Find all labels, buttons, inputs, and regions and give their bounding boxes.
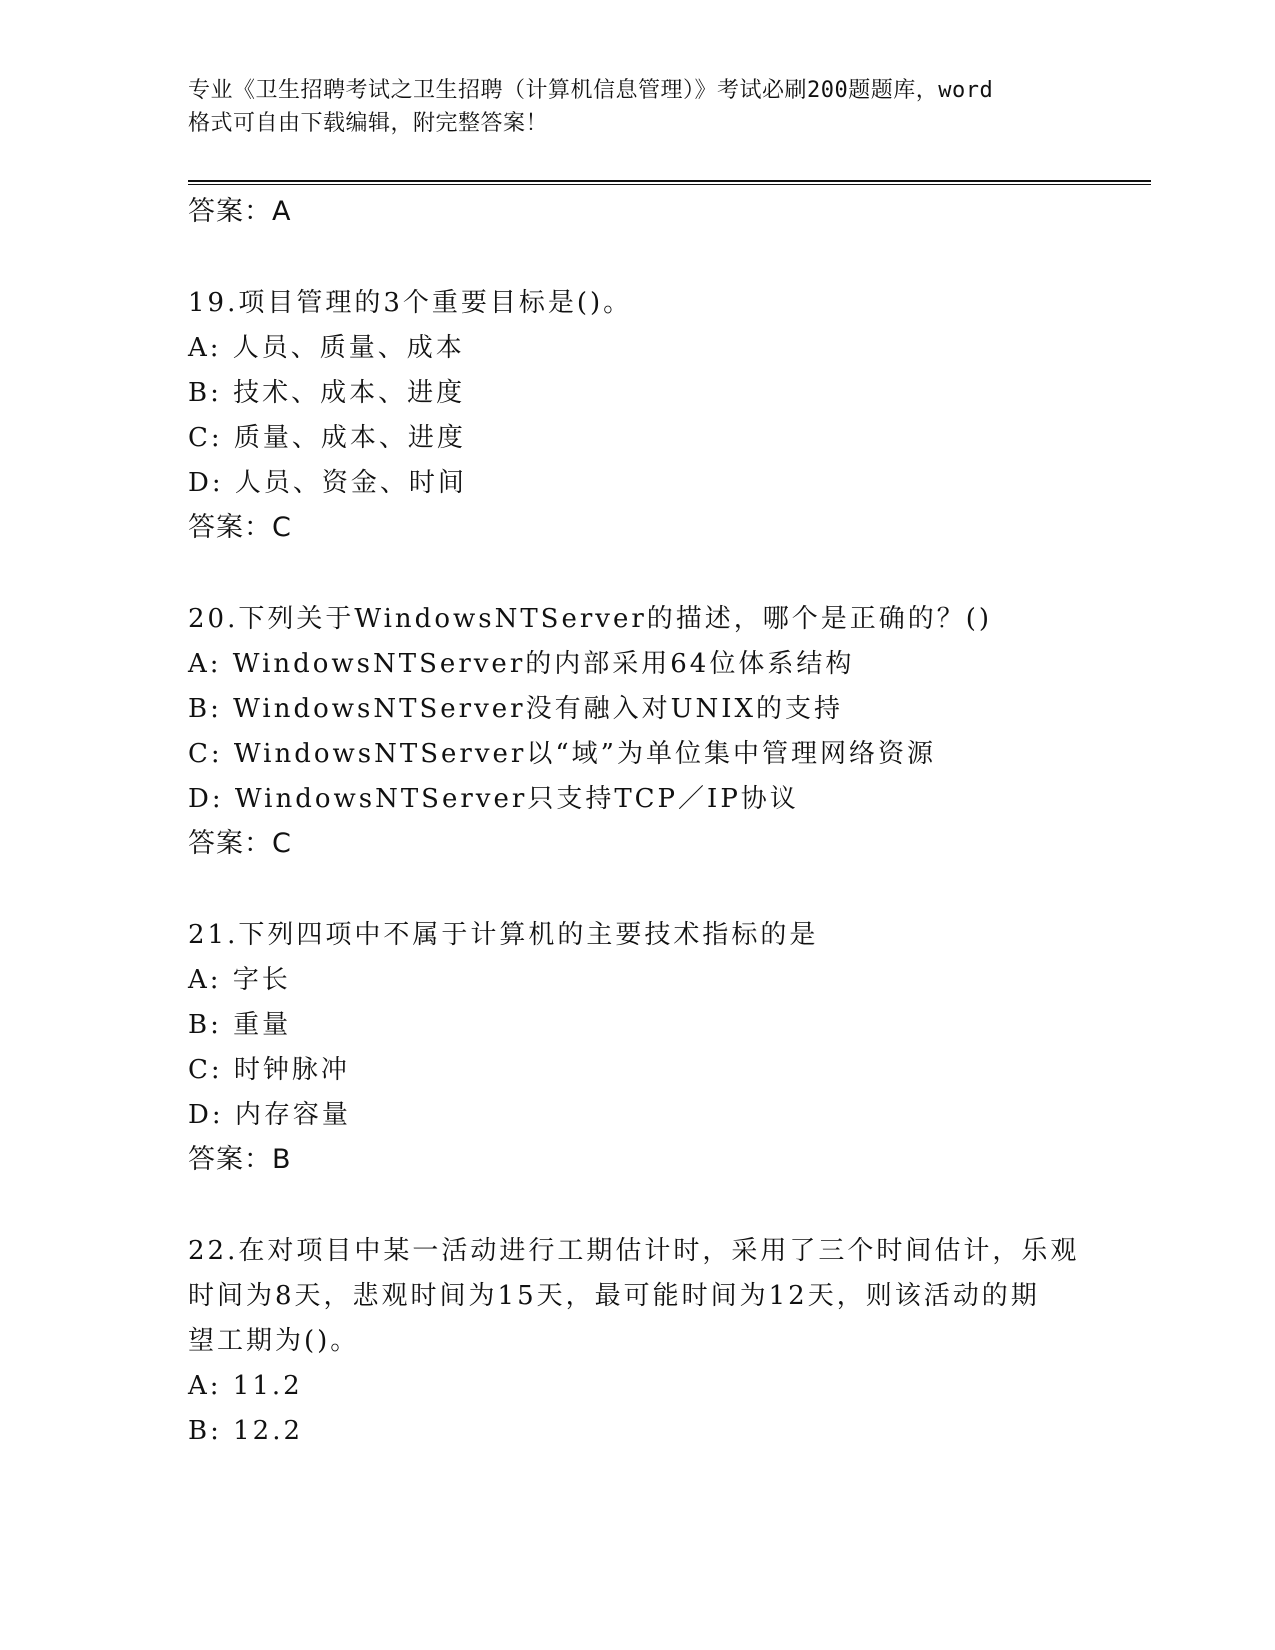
option-b: B: 12.2 — [188, 1416, 304, 1446]
option-a: A: 11.2 — [188, 1371, 303, 1401]
question-text-line-3: 望工期为()。 — [188, 1326, 360, 1356]
question-block — [188, 1229, 1088, 1454]
answer-line — [188, 506, 1088, 550]
spacer — [188, 550, 1088, 597]
option-a: A: 字长 — [188, 965, 291, 995]
option-c: C: 质量、成本、进度 — [188, 423, 466, 453]
header-line-2: 格式可自由下载编辑，附完整答案！ — [188, 111, 549, 136]
option-d: D: 人员、资金、时间 — [188, 468, 467, 498]
answer-value: C — [272, 828, 292, 859]
option-d: D: 内存容量 — [188, 1100, 351, 1130]
question-text-line-2: 时间为8天，悲观时间为15天，最可能时间为12天，则该活动的期 — [188, 1281, 1040, 1311]
option-a: A: WindowsNTServer的内部采用64位体系结构 — [188, 649, 855, 679]
answer-line — [188, 822, 1088, 866]
answer-label: 答案： — [188, 196, 272, 227]
spacer — [188, 234, 1088, 281]
header-divider-thick — [188, 180, 1151, 182]
answer-label: 答案： — [188, 828, 272, 859]
questions-content — [188, 190, 1088, 1454]
question-block — [188, 913, 1088, 1182]
answer-value: B — [272, 1144, 292, 1175]
answer-value: A — [272, 196, 292, 227]
answer-label: 答案： — [188, 512, 272, 543]
option-d: D: WindowsNTServer只支持TCP／IP协议 — [188, 784, 799, 814]
header-line-1: 专业《卫生招聘考试之卫生招聘（计算机信息管理）》考试必刷200题题库，word — [188, 78, 994, 103]
question-text: 21.下列四项中不属于计算机的主要技术指标的是 — [188, 920, 819, 950]
question-text: 20.下列关于WindowsNTServer的描述，哪个是正确的？() — [188, 604, 993, 634]
answer-line — [188, 190, 1088, 234]
question-text: 19.项目管理的3个重要目标是()。 — [188, 288, 633, 318]
question-block — [188, 281, 1088, 550]
answer-value: C — [272, 512, 292, 543]
header-divider-thin — [188, 184, 1151, 185]
question-text-line-1: 22.在对项目中某一活动进行工期估计时，采用了三个时间估计，乐观 — [188, 1236, 1080, 1266]
option-b: B: WindowsNTServer没有融入对UNIX的支持 — [188, 694, 844, 724]
option-c: C: WindowsNTServer以“域”为单位集中管理网络资源 — [188, 739, 936, 769]
option-b: B: 技术、成本、进度 — [188, 378, 466, 408]
answer-label: 答案： — [188, 1144, 272, 1175]
document-header — [188, 74, 1088, 140]
answer-line — [188, 1138, 1088, 1182]
question-block — [188, 597, 1088, 866]
spacer — [188, 1182, 1088, 1229]
option-b: B: 重量 — [188, 1010, 292, 1040]
option-c: C: 时钟脉冲 — [188, 1055, 350, 1085]
option-a: A: 人员、质量、成本 — [188, 333, 465, 363]
spacer — [188, 866, 1088, 913]
